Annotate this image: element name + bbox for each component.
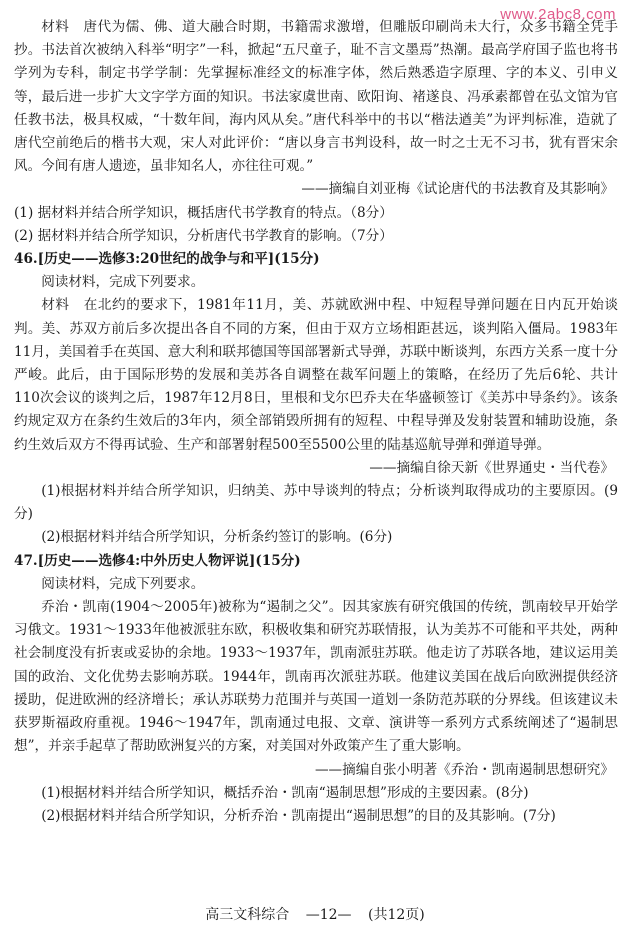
q46-instruction: 阅读材料，完成下列要求。 (41, 274, 205, 291)
watermark: www.2abc8.com (500, 6, 616, 23)
question-46 (14, 248, 618, 550)
q47-number: 47. (14, 552, 38, 569)
q45-material: 材料 唐代为儒、佛、道大融合时期，书籍需求激增，但雕版印刷尚未大行，众多书籍全凭手抄。书法首次被纳入科举“明字”一科，掀起“五尺童子，耻不言文墨焉”热潮。最高学府国子监也将书学列为专科，制定书学学制：先掌握标准经文的标准字体，然后熟悉造字原理、字的本义、引申义等，最后进一步扩大文字学方面的知识。书法家虞世南、欧阳询、褚遂良、冯承素都曾在弘文馆为官任教书法，极具权威，“十数年间，海内风从矣。”唐代科举中的书以“楷法遒美”为评判标准，造就了唐代空前绝后的楷书大观，宋人对此评价：“唐以身言书判设科，故一时之士无不习书，犹有晋宋余风。今间有唐人遗迹，虽非知名人，亦往往可观。” (14, 19, 618, 175)
q46-question-1: (1)根据材料并结合所学知识，归纳美、苏中导谈判的特点；分析谈判取得成功的主要原因。(9分) (14, 483, 618, 523)
q47-question-1: (1)根据材料并结合所学知识，概括乔治・凯南“遏制思想”形成的主要因素。(8分) (41, 784, 529, 801)
q46-number: 46. (14, 251, 38, 268)
footer-total-pages: (共12页) (367, 907, 425, 923)
q46-score: (15分) (274, 251, 320, 268)
question-47 (14, 550, 618, 828)
q46-title: [历史——选修3:20世纪的战争与和平] (37, 251, 275, 268)
page-content (14, 16, 618, 828)
q46-header (14, 248, 618, 271)
footer-subject: 高三文科综合 (205, 907, 290, 923)
q46-material: 材料 在北约的要求下，1981年11月，美、苏就欧洲中程、中短程导弹问题在日内瓦开始谈判。美、苏双方前后多次提出各自不同的方案，但由于双方立场相距甚远，谈判陷入僵局。1983年11月，美国着手在英国、意大利和联邦德国等国部署新式导弹，苏联中断谈判，东西方关系一度十分严峻。此后，由于国际形势的发展和美苏各自调整在裁军问题上的策略，在经历了先后6轮、共计110次会议的谈判之后，1987年12月8日，里根和戈尔巴乔夫在华盛顿签订《美苏中导条约》。该条约规定双方在条约生效后的3年内，须全部销毁所拥有的短程、中程导弹及发射装置和辅助设施，条约生效后双方不得再试验、生产和部署射程500至5500公里的陆基巡航导弹和弹道导弹。 (14, 297, 618, 453)
question-45 (14, 16, 618, 248)
q47-header (14, 550, 618, 573)
q47-source: ——摘编自张小明著《乔治・凯南遏制思想研究》 (314, 761, 614, 778)
q47-question-2: (2)根据材料并结合所学知识，分析乔治・凯南提出“遏制思想”的目的及其影响。(7分) (41, 807, 556, 824)
q47-instruction: 阅读材料，完成下列要求。 (41, 575, 205, 592)
q47-title: [历史——选修4:中外历史人物评说] (37, 552, 256, 569)
footer-page-number: —12— (305, 907, 352, 923)
q46-source: ——摘编自徐天新《世界通史・当代卷》 (369, 459, 614, 476)
q45-question-1: (1) 据材料并结合所学知识，概括唐代书学教育的特点。（8分） (14, 204, 393, 221)
q46-question-2: (2)根据材料并结合所学知识，分析条约签订的影响。(6分) (41, 529, 393, 546)
q47-score: (15分) (255, 552, 301, 569)
q45-source: ——摘编自刘亚梅《试论唐代的书法教育及其影响》 (301, 181, 614, 198)
page-footer (0, 904, 630, 924)
q47-material: 乔治・凯南(1904～2005年)被称为“遏制之父”。因其家族有研究俄国的传统，凯南较早开始学习俄文。1931～1933年他被派驻东欧，积极收集和研究苏联情报，认为美苏不可能和平共处，两种社会制度没有折衷或妥协的余地。1933～1937年，凯南派驻苏联。他走访了苏联各地，建议运用美国的政治、文化优势去影响苏联。1944年，凯南再次派驻苏联。他建议美国在战后向欧洲提供经济援助，促进欧洲的经济增长；承认苏联势力范围并与英国一道划一条防范苏联的分界线。但该建议未获罗斯福政府重视。1946～1947年，凯南通过电报、文章、演讲等一系列方式系统阐述了“遏制思想”，并亲手起草了帮助欧洲复兴的方案，对美国对外政策产生了重大影响。 (14, 599, 618, 755)
q45-question-2: (2) 据材料并结合所学知识，分析唐代书学教育的影响。（7分） (14, 227, 393, 244)
